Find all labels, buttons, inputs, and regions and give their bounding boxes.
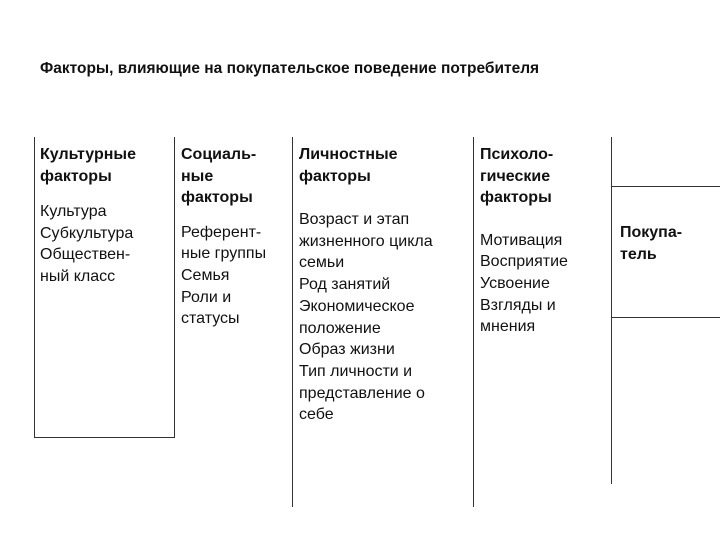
- list-item: положение: [299, 319, 381, 337]
- list-item: представление о: [299, 384, 425, 402]
- col-cultural-bottom-border: [34, 437, 175, 438]
- heading-line: факторы: [40, 167, 112, 185]
- list-item: мнения: [480, 318, 536, 336]
- buyer-box-top-border: [611, 186, 720, 187]
- column-cultural-items: [40, 201, 136, 288]
- list-item: Род занятий: [299, 276, 391, 294]
- list-item: себе: [299, 406, 334, 424]
- col-psych-left-border: [473, 137, 474, 507]
- list-item: семьи: [299, 254, 345, 272]
- list-item: Культура: [40, 203, 107, 220]
- list-item: Экономическое: [299, 297, 415, 315]
- list-item: Образ жизни: [299, 341, 395, 359]
- heading-line: тель: [620, 245, 657, 263]
- column-personal-heading: [299, 144, 433, 187]
- column-personal-factors: [299, 144, 433, 426]
- list-item: Усвоение: [480, 274, 550, 292]
- heading-line: факторы: [480, 189, 552, 206]
- col-cultural-right-border: [174, 137, 175, 437]
- column-psychological-factors: [480, 144, 568, 338]
- heading-line: Личностные: [299, 146, 398, 163]
- column-cultural-factors: [40, 144, 136, 288]
- column-social-heading: [181, 144, 266, 209]
- column-psychological-items: [480, 230, 568, 339]
- list-item: Обществен-: [40, 246, 131, 264]
- list-item: Семья: [181, 266, 230, 284]
- buyer-box: [620, 222, 682, 265]
- heading-line: Психоло-: [480, 146, 554, 163]
- column-social-factors: [181, 144, 266, 330]
- heading-line: Покупа-: [620, 224, 683, 241]
- list-item: Референт-: [181, 223, 262, 241]
- list-item: Тип личности и: [299, 362, 413, 380]
- column-psychological-heading: [480, 144, 568, 209]
- buyer-box-bottom-border: [611, 317, 720, 318]
- list-item: Восприятие: [480, 253, 568, 271]
- col-psych-right-border: [611, 137, 612, 484]
- column-personal-items: [299, 209, 433, 426]
- list-item: ный класс: [40, 268, 116, 286]
- heading-line: факторы: [299, 167, 371, 185]
- list-item: Взгляды и: [480, 296, 556, 314]
- diagram-title: Факторы, влияющие на покупательское поведение потребителя: [40, 60, 540, 77]
- heading-line: Социаль-: [181, 146, 257, 163]
- list-item: жизненного цикла: [299, 232, 433, 250]
- col-cultural-left-border: [34, 137, 35, 437]
- list-item: статусы: [181, 310, 240, 328]
- heading-line: ные: [181, 167, 214, 185]
- list-item: Возраст и этап: [299, 211, 410, 228]
- list-item: ные группы: [181, 245, 267, 263]
- buyer-label: [620, 222, 682, 265]
- heading-line: гические: [480, 167, 551, 185]
- heading-line: Культурные: [40, 146, 136, 163]
- list-item: Роли и: [181, 288, 232, 306]
- col-personal-left-border: [292, 137, 293, 507]
- heading-line: факторы: [181, 189, 253, 206]
- column-cultural-heading: [40, 144, 136, 187]
- list-item: Субкультура: [40, 224, 134, 242]
- column-social-items: [181, 222, 266, 331]
- list-item: Мотивация: [480, 231, 563, 249]
